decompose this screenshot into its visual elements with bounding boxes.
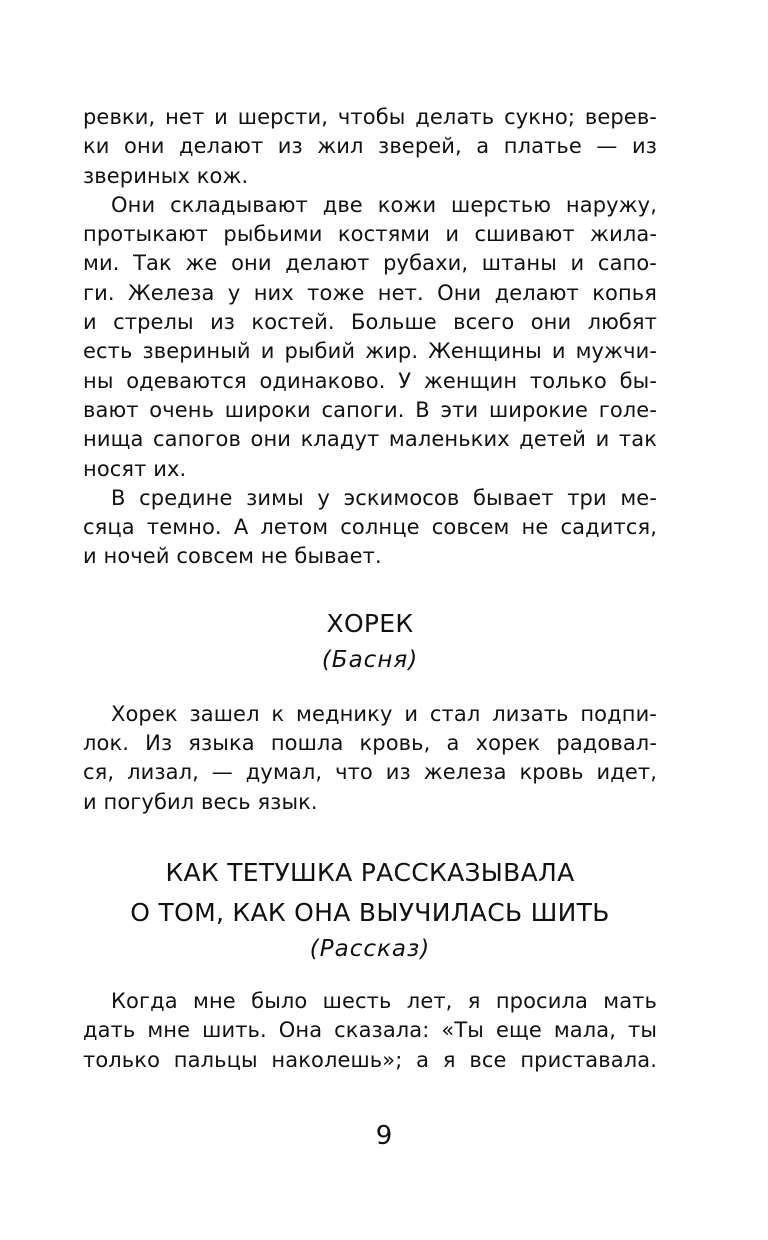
- text-line: В средине зимы у эскимосов бывает три ме-: [111, 485, 657, 510]
- text-line: ны одеваются одинаково. У женщин только бы-: [83, 368, 657, 393]
- story-subtitle: (Рассказ): [309, 935, 431, 962]
- story-text: [83, 700, 657, 817]
- text-line: ревки, нет и шерсти, чтобы делать сукно; верев-: [83, 105, 657, 129]
- text-line: нища сапогов они кладут маленьких детей и так: [83, 427, 657, 452]
- text-line: только пальцы наколешь»; а я все приставала.: [83, 1047, 657, 1072]
- paragraph-continuation: [83, 103, 657, 191]
- story-title: О ТОМ, КАК ОНА ВЫУЧИЛАСЬ ШИТЬ: [130, 897, 610, 927]
- text-line: Они складывают две кожи шерстью наружу,: [111, 192, 657, 217]
- story-title: КАК ТЕТУШКА РАССКАЗЫВАЛА: [165, 857, 575, 887]
- text-line: сяца темно. А летом солнце совсем не садится,: [83, 515, 657, 540]
- paragraph-clothing: [83, 191, 657, 484]
- text-line: ся, лизал, — думал, что из железа кровь идет,: [83, 760, 657, 785]
- story-heading: [83, 604, 657, 676]
- text-line: и стрелы из костей. Больше всего они любят: [83, 310, 657, 335]
- text-line: и ночей совсем не бывает.: [83, 544, 382, 569]
- story-text: [83, 987, 657, 1075]
- text-line: ки они делают из жил зверей, а платье — из: [83, 134, 657, 159]
- text-line: и погубил весь язык.: [83, 789, 318, 814]
- text-line: дать мне шить. Она сказала: «Ты еще мала, ты: [83, 1018, 657, 1043]
- story-title: ХОРЕК: [326, 608, 414, 638]
- page-body: [83, 103, 657, 1075]
- text-line: протыкают рыбьими костями и сшивают жила-: [83, 222, 657, 247]
- story-heading: [83, 853, 657, 965]
- story-subtitle: (Басня): [321, 646, 419, 673]
- page-number: 9: [375, 1121, 393, 1151]
- text-line: лок. Из языка пошла кровь, а хорек радовал-: [83, 731, 657, 756]
- text-line: ги. Железа у них тоже нет. Они делают копья: [83, 280, 657, 305]
- text-line: ми. Так же они делают рубахи, штаны и сапо-: [83, 251, 657, 276]
- text-line: носят их.: [83, 456, 187, 481]
- text-line: вают очень широки сапоги. В эти широкие голе-: [83, 397, 657, 422]
- text-line: есть звериный и рыбий жир. Женщины и мужчи-: [83, 339, 657, 364]
- text-line: звериных кож.: [83, 163, 249, 188]
- text-line: Когда мне было шесть лет, я просила мать: [111, 988, 657, 1013]
- paragraph-winter: [83, 484, 657, 572]
- text-line: Хорек зашел к меднику и стал лизать подпи-: [111, 701, 657, 726]
